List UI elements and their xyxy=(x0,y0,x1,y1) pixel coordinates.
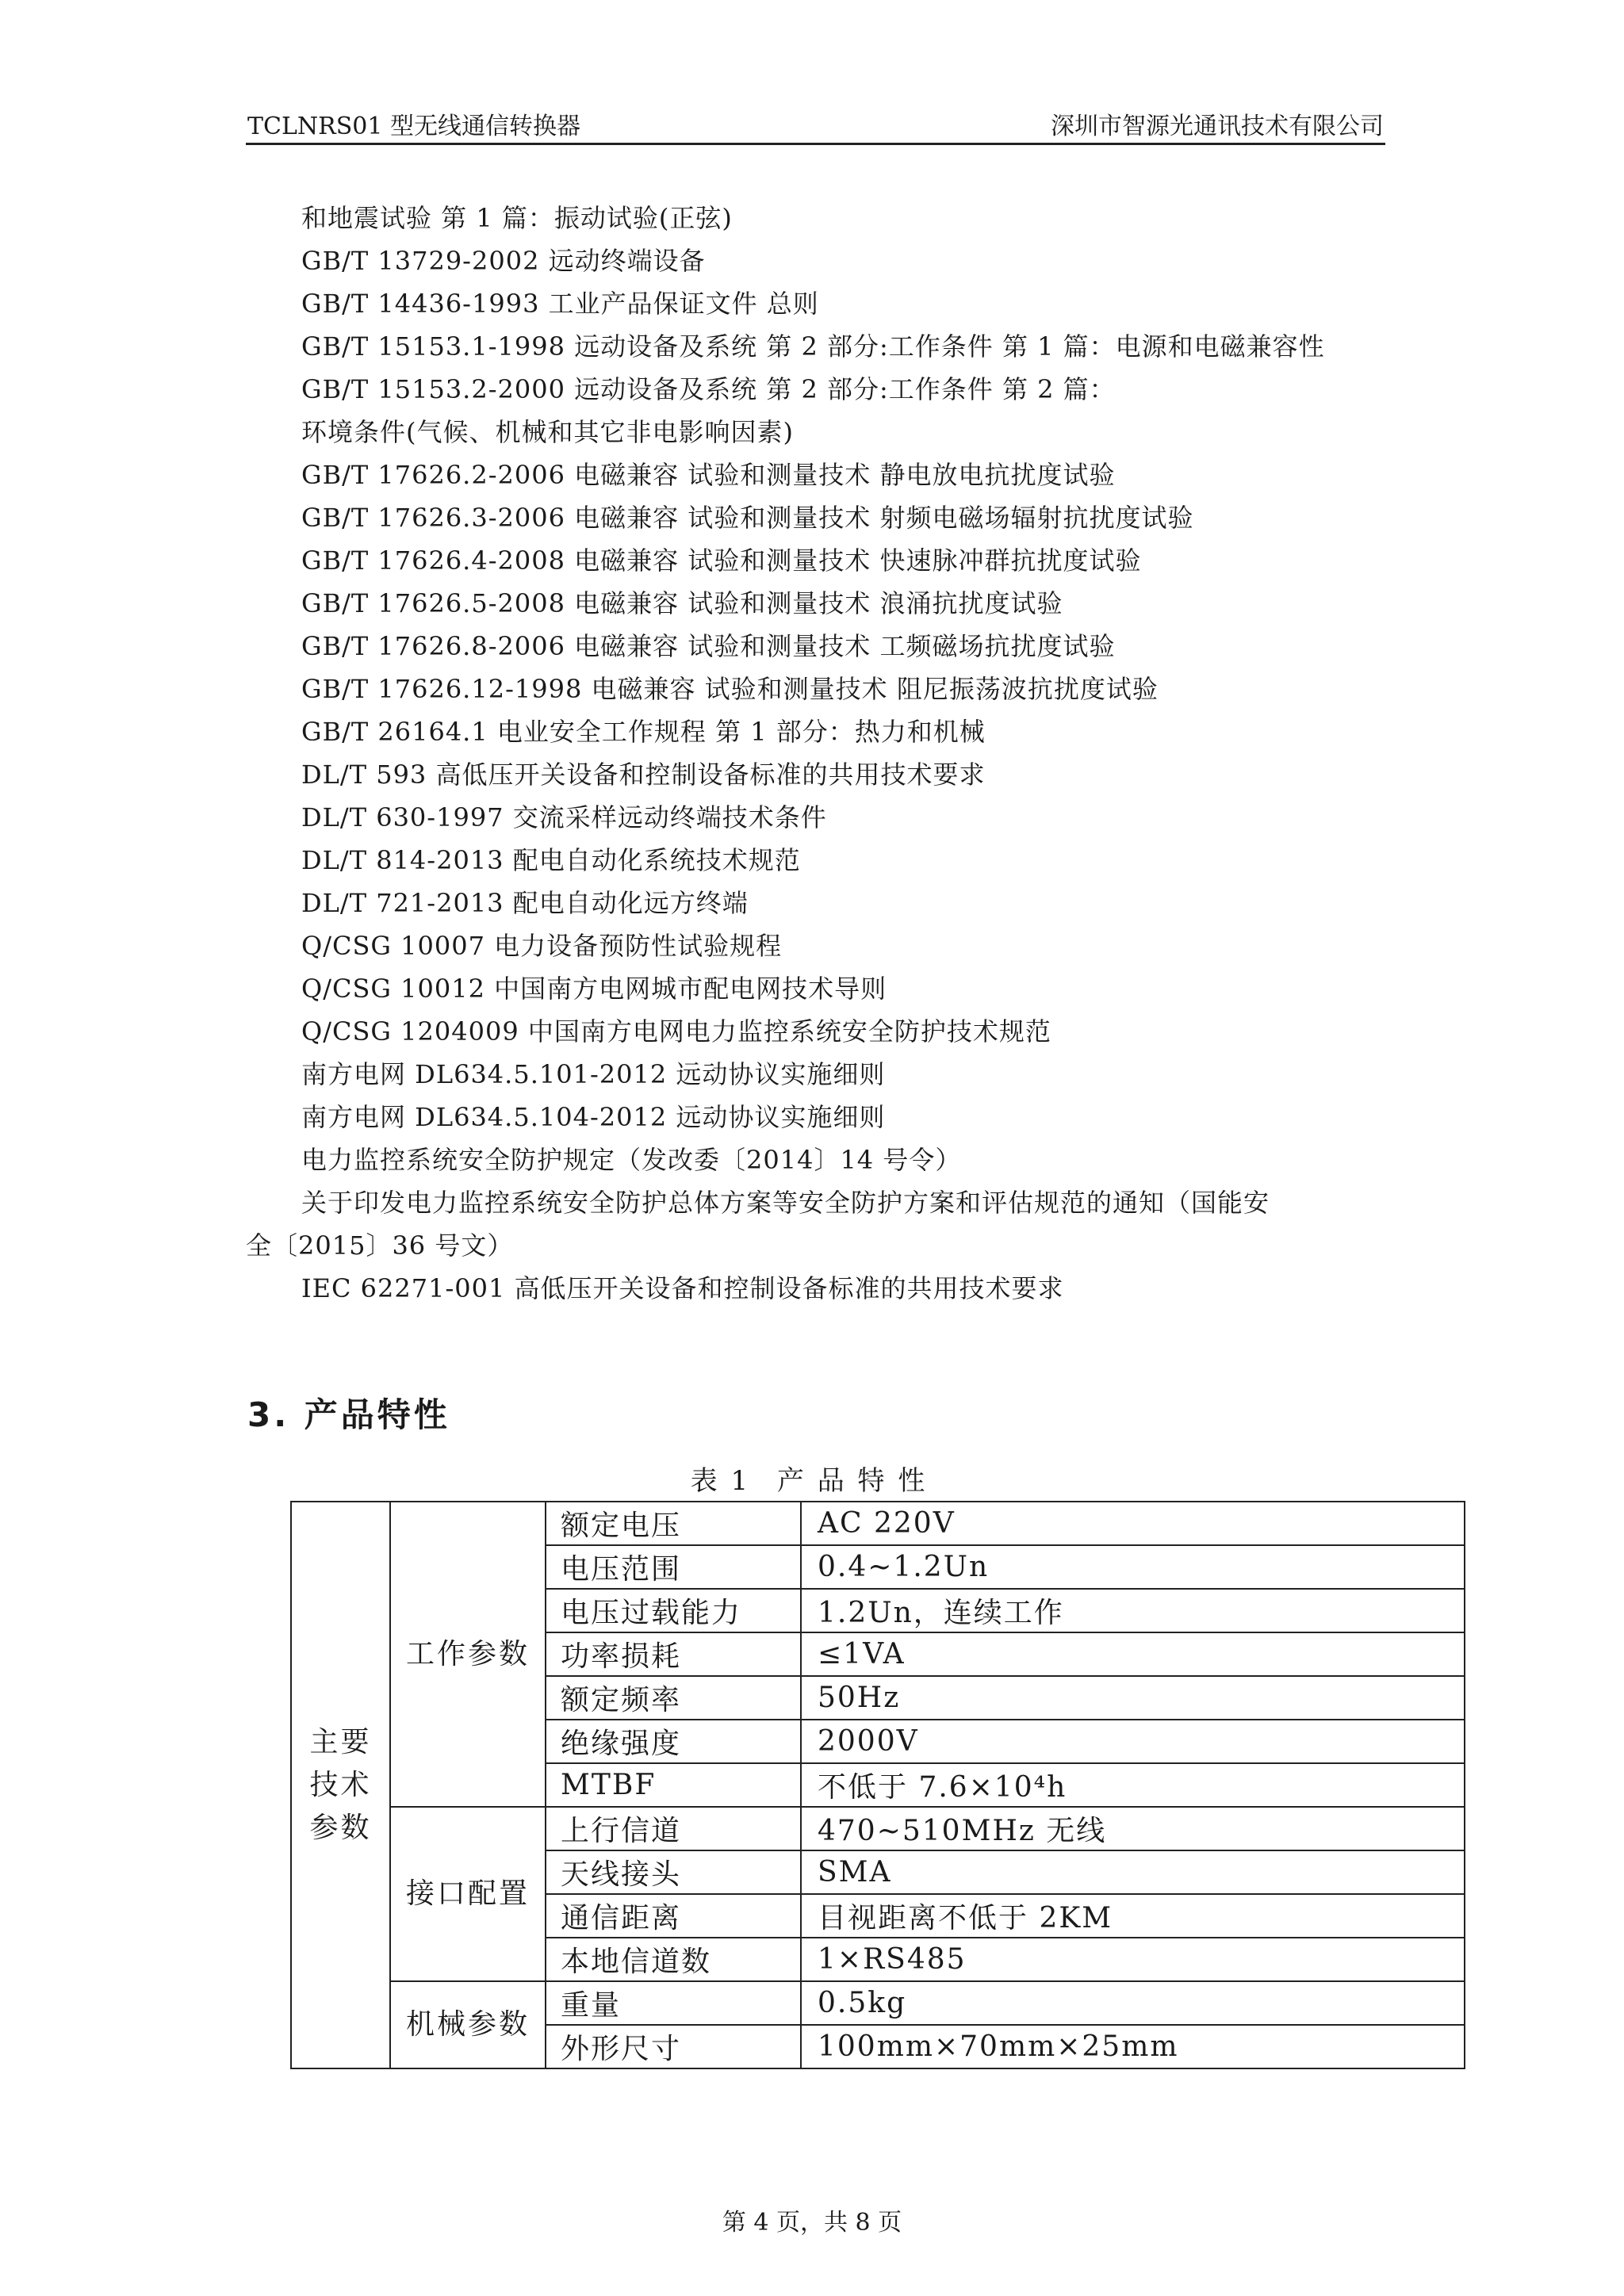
standard-line: GB/T 17626.4-2008 电磁兼容 试验和测量技术 快速脉冲群抗扰度试验 xyxy=(301,545,1142,576)
param-name: 额定电压 xyxy=(546,1502,801,1545)
standard-line: 电力监控系统安全防护规定（发改委〔2014〕14 号令） xyxy=(301,1145,962,1175)
table-row xyxy=(291,1981,1465,2025)
standard-line: Q/CSG 10007 电力设备预防性试验规程 xyxy=(301,931,783,961)
table-caption-label: 表 1 xyxy=(690,1465,751,1497)
header-product-name: TCLNRS01 型无线通信转换器 xyxy=(247,113,580,140)
param-value: 0.5kg xyxy=(801,1981,1465,2025)
table-caption xyxy=(293,1459,1324,1498)
param-name: 天线接头 xyxy=(546,1850,801,1894)
param-name: 上行信道 xyxy=(546,1807,801,1850)
standard-line: GB/T 14436-1993 工业产品保证文件 总则 xyxy=(301,289,819,319)
param-name: MTBF xyxy=(546,1763,801,1807)
standard-line: DL/T 721-2013 配电自动化远方终端 xyxy=(301,888,749,918)
standard-line: DL/T 630-1997 交流采样远动终端技术条件 xyxy=(301,802,827,832)
param-value: 目视距离不低于 2KM xyxy=(801,1894,1465,1938)
param-name: 额定频率 xyxy=(546,1676,801,1720)
standard-line: 和地震试验 第 1 篇：振动试验(正弦) xyxy=(301,203,733,233)
standard-line: 南方电网 DL634.5.104-2012 远动协议实施细则 xyxy=(301,1102,886,1132)
section-heading: 3. 产品特性 xyxy=(247,1395,450,1434)
standard-line: 环境条件(气候、机械和其它非电影响因素) xyxy=(301,417,794,447)
standard-line: GB/T 26164.1 电业安全工作规程 第 1 部分：热力和机械 xyxy=(301,717,986,747)
standard-line: GB/T 15153.2-2000 远动设备及系统 第 2 部分:工作条件 第 2 篇： xyxy=(301,374,1116,404)
param-name: 重量 xyxy=(546,1981,801,2025)
standard-line: GB/T 17626.5-2008 电磁兼容 试验和测量技术 浪涌抗扰度试验 xyxy=(301,588,1063,618)
param-name: 绝缘强度 xyxy=(546,1720,801,1763)
standard-line: 关于印发电力监控系统安全防护总体方案等安全防护方案和评估规范的通知（国能安 xyxy=(301,1188,1270,1218)
page-header xyxy=(246,103,1385,145)
standard-line: Q/CSG 1204009 中国南方电网电力监控系统安全防护技术规范 xyxy=(301,1016,1051,1047)
group-mechanical-params: 机械参数 xyxy=(390,1981,546,2068)
param-value: 100mm×70mm×25mm xyxy=(801,2025,1465,2068)
standard-line: GB/T 13729-2002 远动终端设备 xyxy=(301,246,706,276)
param-name: 外形尺寸 xyxy=(546,2025,801,2068)
table-row xyxy=(291,1807,1465,1850)
standard-line: IEC 62271-001 高低压开关设备和控制设备标准的共用技术要求 xyxy=(301,1273,1064,1303)
group-work-params: 工作参数 xyxy=(390,1502,546,1807)
table-caption-title: 产 品 特 性 xyxy=(776,1465,928,1497)
standard-line: 全〔2015〕36 号文） xyxy=(246,1230,514,1261)
standard-line: GB/T 15153.1-1998 远动设备及系统 第 2 部分:工作条件 第 1 篇：电源和电磁兼容性 xyxy=(301,331,1325,362)
main-group-label: 主要技术参数 xyxy=(309,1725,372,1844)
param-value: SMA xyxy=(801,1850,1465,1894)
standard-line: 南方电网 DL634.5.101-2012 远动协议实施细则 xyxy=(301,1059,886,1089)
standard-line: Q/CSG 10012 中国南方电网城市配电网技术导则 xyxy=(301,974,887,1004)
group-interface-config: 接口配置 xyxy=(390,1807,546,1981)
standard-line: GB/T 17626.8-2006 电磁兼容 试验和测量技术 工频磁场抗扰度试验 xyxy=(301,631,1116,661)
standard-line: GB/T 17626.12-1998 电磁兼容 试验和测量技术 阻尼振荡波抗扰度试验 xyxy=(301,674,1159,704)
param-name: 电压过载能力 xyxy=(546,1589,801,1632)
product-spec-table xyxy=(290,1501,1465,2069)
param-value: 1×RS485 xyxy=(801,1938,1465,1981)
param-name: 本地信道数 xyxy=(546,1938,801,1981)
param-name: 通信距离 xyxy=(546,1894,801,1938)
table-row xyxy=(291,1502,1465,1545)
standard-line: DL/T 814-2013 配电自动化系统技术规范 xyxy=(301,845,801,875)
main-group-cell xyxy=(291,1502,390,2068)
param-value: AC 220V xyxy=(801,1502,1465,1545)
param-value: 2000V xyxy=(801,1720,1465,1763)
page-footer: 第 4 页，共 8 页 xyxy=(722,2209,902,2237)
param-value: 1.2Un，连续工作 xyxy=(801,1589,1465,1632)
standard-line: DL/T 593 高低压开关设备和控制设备标准的共用技术要求 xyxy=(301,760,986,790)
param-name: 电压范围 xyxy=(546,1545,801,1589)
param-value: 50Hz xyxy=(801,1676,1465,1720)
standards-list xyxy=(246,197,1385,1310)
header-company-name: 深圳市智源光通讯技术有限公司 xyxy=(1051,113,1384,140)
standard-line: GB/T 17626.3-2006 电磁兼容 试验和测量技术 射频电磁场辐射抗扰度试验 xyxy=(301,503,1194,533)
param-value: 不低于 7.6×10⁴h xyxy=(801,1763,1465,1807)
param-name: 功率损耗 xyxy=(546,1632,801,1676)
param-value: ≤1VA xyxy=(801,1632,1465,1676)
standard-line: GB/T 17626.2-2006 电磁兼容 试验和测量技术 静电放电抗扰度试验 xyxy=(301,460,1116,490)
param-value: 0.4~1.2Un xyxy=(801,1545,1465,1589)
param-value: 470~510MHz 无线 xyxy=(801,1807,1465,1850)
